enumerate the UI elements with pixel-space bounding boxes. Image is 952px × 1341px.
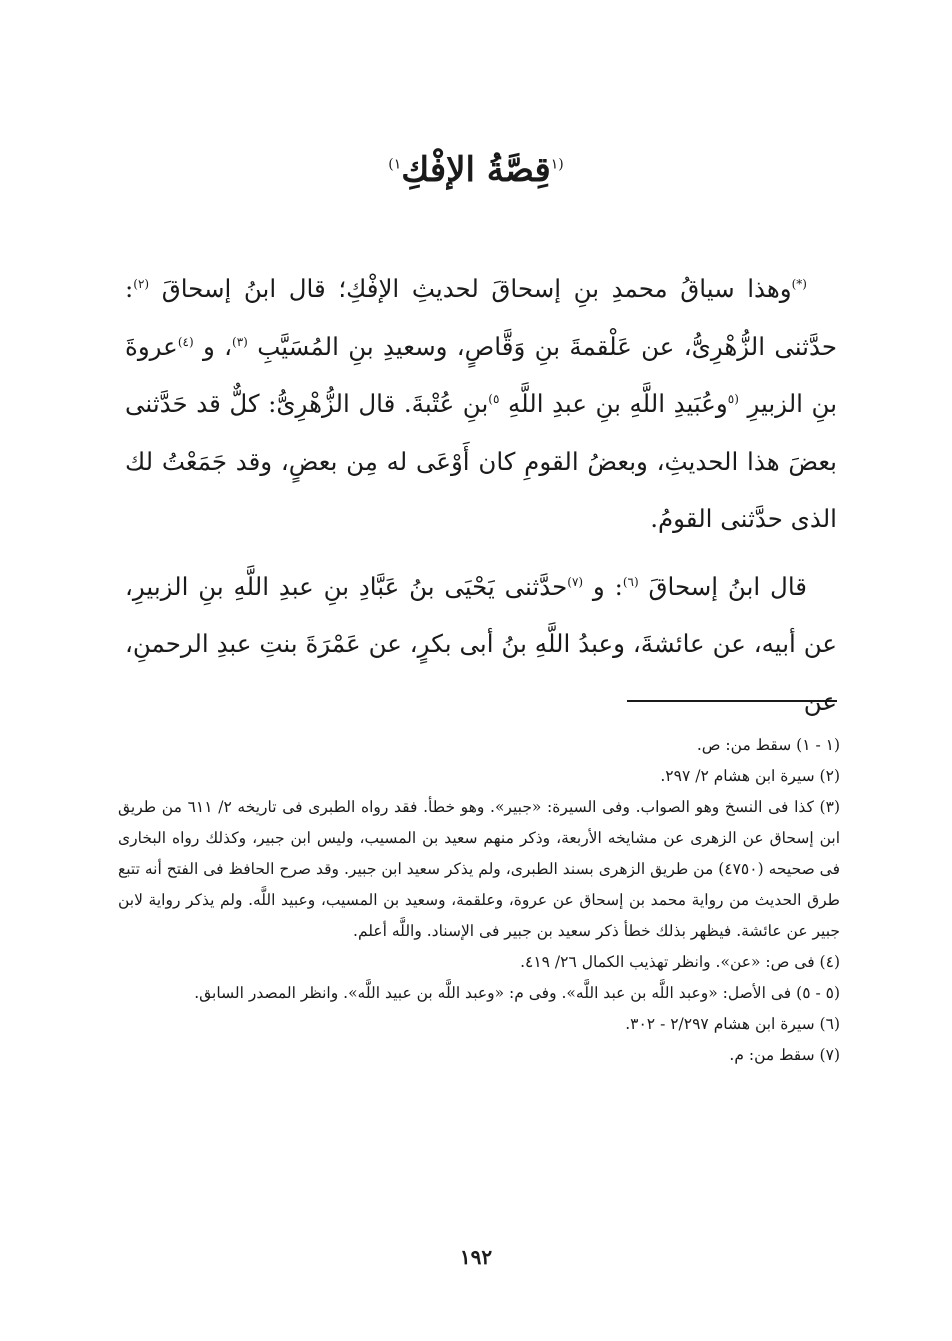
footnote: (٥ - ٥) فى الأصل: «وعبد اللَّه بن عبد اللَّه». وفى م: «وعبد اللَّه بن عبيد اللَّه». وانظر المصدر السابق. [194,984,840,1002]
footnote-marker: (٢) [133,276,150,291]
footnote: (١ - ١) سقط من: ص. [696,736,840,754]
text-segment: وعُبَيدِ اللَّهِ بنِ عبدِ اللَّهِ [507,389,728,418]
body-paragraph [125,260,837,548]
text-segment: : و [592,571,623,601]
title-footnote-marker-close: ١) [388,156,402,173]
footnote-marker: (*) [791,276,807,291]
footnote-marker: ٥) [488,391,500,406]
text-segment: وهذا سياقُ محمدِ بنِ إسحاقَ لحديثِ الإفْكِ؛ قال ابنُ إسحاقَ [161,274,792,303]
page-title [0,150,952,190]
footnote-marker: (٤) [177,334,194,349]
title-footnote-marker-open: (١ [550,156,564,173]
text-segment: بنِ عُتْبةَ. قال الزُّهْرِىُّ: كلٌّ قد حَدَّثنى بعضَ هذا الحديثِ، وبعضُ القومِ كان أَوْعَى له مِن بعضٍ، وقد جَمَعْتُ لك الذى حدَّثنى القومُ. [125,389,837,533]
footnote-separator [627,700,837,702]
footnote: (٧) سقط من: م. [729,1046,840,1064]
footnote-marker: (٧) [567,574,584,589]
footnote: (٦) سيرة ابن هشام ٢/٢٩٧ - ٣٠٢. [625,1015,840,1033]
footnotes [118,730,840,1071]
text-segment: عروةَ بنِ الزبيرِ [125,331,838,418]
text-segment: حدَّثنى يَحْيَى بنُ عَبَّادِ بنِ عبدِ اللَّهِ بنِ الزبيرِ، عن أبيه، عن عائشةَ، وعبدُ اللَّهِ بنُ أبى بكرٍ، عن عَمْرَةَ بنتِ عبدِ الرحمنِ، عن [125,571,837,716]
main-text [125,260,837,730]
text-segment: ، و [202,331,233,361]
text-segment: : حدَّثنى الزُّهْرِىُّ، عن عَلْقمةَ بنِ وَقَّاصٍ، وسعيدِ بنِ المُسَيَّبِ [125,274,838,361]
footnote-marker: (٥ [727,391,739,406]
page-number: ١٩٢ [459,1245,493,1269]
footnote-marker: (٦) [622,574,639,589]
footnote-marker: (٣) [232,334,248,349]
text-segment: قال ابنُ إسحاقَ [648,571,808,601]
title-text: قِصَّةُ الإفْكِ [401,150,551,190]
footnote: (٣) كذا فى النسخ وهو الصواب. وفى السيرة: «جبير». وهو خطأ. فقد رواه الطبرى فى تاريخه ٢/ ٦١١ من طريق ابن إسحاق عن الزهرى عن مشايخه الأربعة، وذكر منهم سعيد بن المسيب، وليس ابن جبير، وكذلك رواه البخارى فى صحيحه (٤٧٥٠) من طريق الزهرى بسند الطبرى، ولم يذكر سعيد ابن جبير. وقد صرح الحافظ فى الفتح أنه تتبع طرق الحديث من رواية محمد بن إسحاق عن عروة، وعلقمة، وسعيد بن المسيب، وعبيد اللَّه. ولم يذكر رواية لابن جبير عن عائشة. فيظهر بذلك خطأ ذكر سعيد بن جبير فى الإسناد. واللَّه أعلم. [118,798,841,940]
footnote: (٤) فى ص: «عن». وانظر تهذيب الكمال ٢٦/ ٤١٩. [520,953,840,971]
body-paragraph [125,558,837,731]
footnote: (٢) سيرة ابن هشام ٢/ ٢٩٧. [660,767,840,785]
